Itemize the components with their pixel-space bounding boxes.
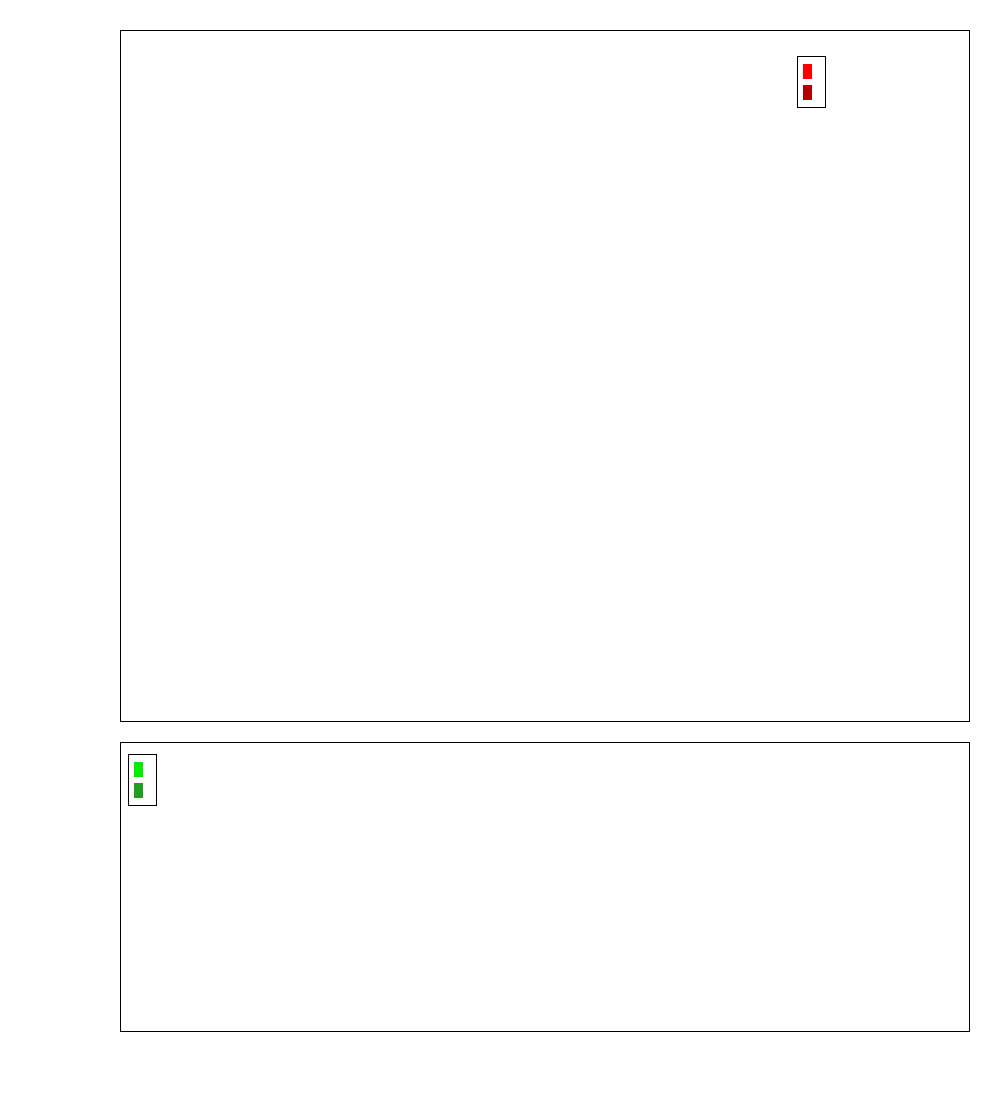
bottom-panel-plot — [120, 742, 970, 1032]
top-panel-plot — [120, 30, 970, 722]
legend-swatch-participation — [803, 64, 812, 79]
legend-item — [803, 82, 818, 103]
legend-item — [134, 780, 149, 801]
bottom-panel-bars — [121, 743, 969, 1031]
bottom-panel-legend — [128, 754, 157, 806]
top-panel-legend — [797, 56, 826, 108]
top-panel-bars — [121, 31, 969, 721]
legend-item — [803, 61, 818, 82]
legend-swatch-nucleation — [803, 85, 812, 100]
legend-swatch-available-ruptures — [134, 762, 143, 777]
legend-swatch-utilized-ruptures — [134, 783, 143, 798]
legend-item — [134, 759, 149, 780]
